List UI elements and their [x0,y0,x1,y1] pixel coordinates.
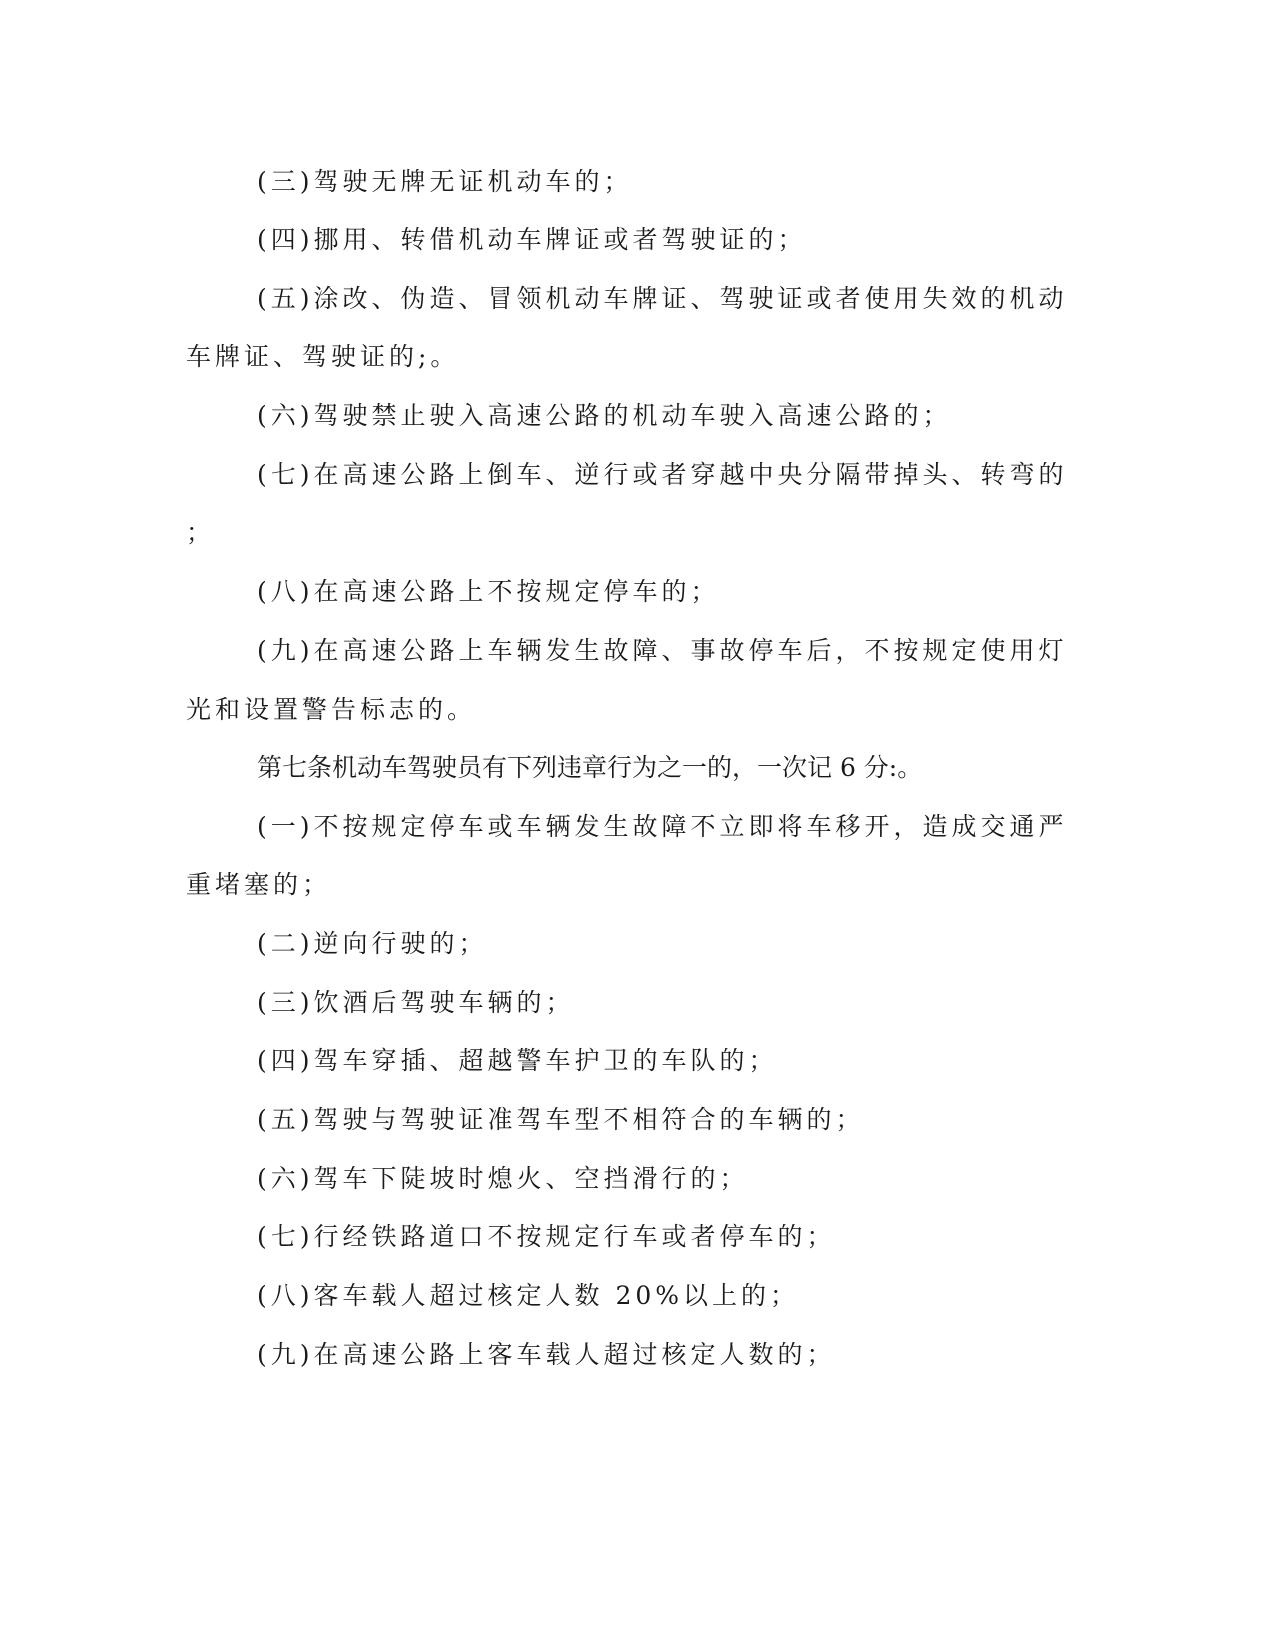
paragraph-item-7: (七)在高速公路上倒车、逆行或者穿越中央分隔带掉头、转弯的 [257,460,1068,489]
paragraph-item-6: (六)驾驶禁止驶入高速公路的机动车驶入高速公路的； [257,401,952,430]
article-7-item-1: (一)不按规定停车或车辆发生故障不立即将车移开，造成交通严 [257,812,1068,841]
paragraph-item-9-continued: 光和设置警告标志的。 [186,695,477,724]
article-7-item-6: (六)驾车下陡坡时熄火、空挡滑行的； [257,1164,749,1193]
paragraph-item-5-continued: 车牌证、驾驶证的;。 [186,342,460,371]
paragraph-item-3: (三)驾驶无牌无证机动车的； [257,167,633,196]
paragraph-item-5: (五)涂改、伪造、冒领机动车牌证、驾驶证或者使用失效的机动 [257,284,1068,313]
article-7-item-3: (三)饮酒后驾驶车辆的； [257,988,575,1017]
article-7-item-7: (七)行经铁路道口不按规定行车或者停车的； [257,1222,836,1251]
article-7-item-2: (二)逆向行驶的； [257,929,488,958]
article-7-item-5: (五)驾驶与驾驶证准驾车型不相符合的车辆的； [257,1105,865,1134]
article-7-heading: 第七条机动车驾驶员有下列违章行为之一的，一次记 6 分:。 [257,753,923,782]
article-7-item-8: (八)客车载人超过核定人数 20%以上的； [257,1281,800,1310]
paragraph-item-8: (八)在高速公路上不按规定停车的； [257,577,720,606]
article-7-item-1-continued: 重堵塞的； [186,870,332,899]
paragraph-item-4: (四)挪用、转借机动车牌证或者驾驶证的； [257,225,807,254]
paragraph-item-9: (九)在高速公路上车辆发生故障、事故停车后，不按规定使用灯 [257,636,1068,665]
paragraph-item-7-continued: ； [186,518,216,547]
article-7-item-4: (四)驾车穿插、超越警车护卫的车队的； [257,1046,778,1075]
article-7-item-9: (九)在高速公路上客车载人超过核定人数的； [257,1340,836,1369]
